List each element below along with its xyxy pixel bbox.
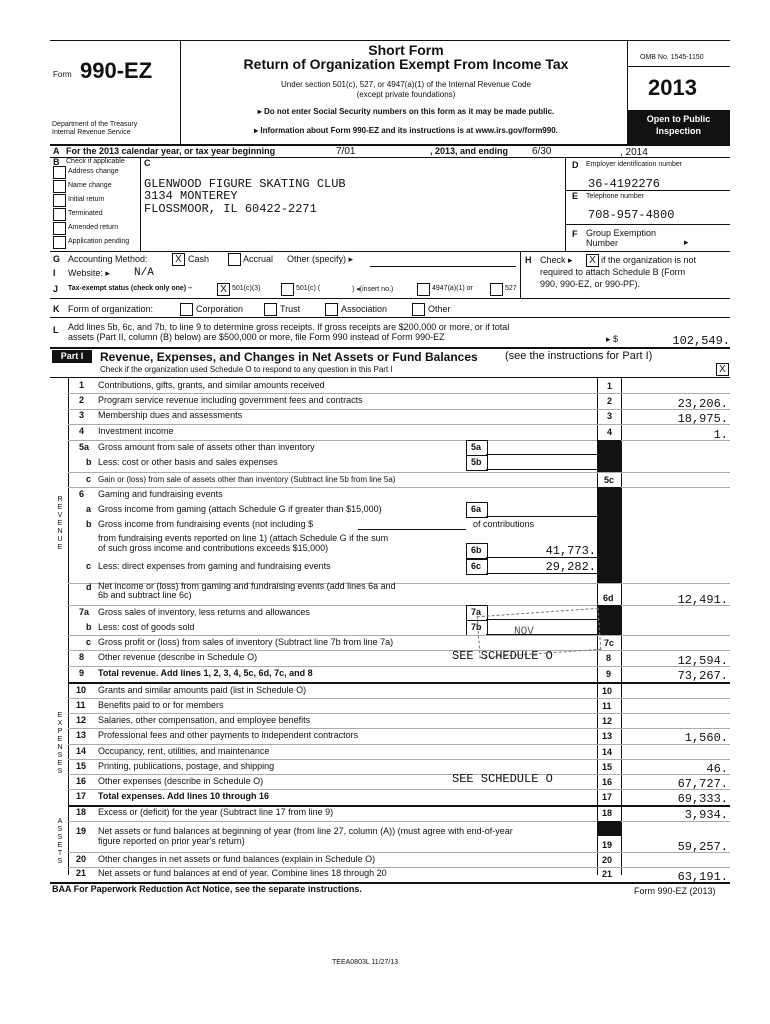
short-form-title: Short Form <box>368 42 444 58</box>
line-3-num: 3 <box>79 410 85 420</box>
g-cash-checkbox[interactable]: X <box>172 253 185 266</box>
shaded-block-19 <box>597 821 621 836</box>
line-3-amount: 18,975. <box>677 412 728 426</box>
line-4-amount: 1. <box>713 428 728 442</box>
part-check-text: Check if the organization used Schedule O to respond to any question in this Part I <box>100 365 393 374</box>
website-value: N/A <box>134 267 154 279</box>
b-application-pending-label: Application pending <box>68 238 130 245</box>
b-letter: B <box>53 157 60 167</box>
line-17-text: Total expenses. Add lines 10 through 16 <box>98 791 270 801</box>
line-19-num: 19 <box>76 826 87 836</box>
line-6-text: Gaming and fundraising events <box>98 489 223 499</box>
line-10-num: 10 <box>76 685 87 695</box>
l-gross-receipts-amount: 102,549. <box>672 334 730 348</box>
line-21-num: 21 <box>76 868 87 878</box>
b-application-pending-checkbox[interactable] <box>53 236 66 249</box>
row-rule <box>68 821 730 822</box>
k-corporation-checkbox[interactable] <box>180 303 193 316</box>
form-number: 990-EZ <box>80 58 153 83</box>
line-6c-box: 6c <box>471 561 482 571</box>
k-letter: K <box>53 304 60 314</box>
j-527-checkbox[interactable] <box>490 283 503 296</box>
a-text: For the 2013 calendar year, or tax year beginning <box>66 146 276 156</box>
line-2-text: Program service revenue including government fees and contracts <box>98 395 363 405</box>
line-8-text: Other revenue (describe in Schedule O) <box>98 652 258 662</box>
line-1-num: 1 <box>79 380 85 390</box>
a-letter: A <box>53 146 60 156</box>
row-rule <box>68 650 730 651</box>
f-label-2: Number <box>586 238 619 248</box>
g-accrual-checkbox[interactable] <box>228 253 241 266</box>
a-end-date: 6/30 <box>532 146 552 157</box>
line-5c-text: Gain or (loss) from sale of assets other than inventory (Subtract line 5b from line 5a) <box>98 475 396 484</box>
f-label-1: Group Exemption <box>586 228 657 238</box>
line-15-num: 15 <box>76 761 87 771</box>
b-amended-return-checkbox[interactable] <box>53 222 66 235</box>
ssn-note: ▸ Do not enter Social Security numbers on this form as it may be made public. <box>257 107 555 116</box>
line-17-box: 17 <box>602 792 613 802</box>
line-7c-text: Gross profit or (loss) from sales of inventory (Subtract line 7b from line 7a) <box>98 637 394 647</box>
line-9-num: 9 <box>79 668 85 678</box>
line-5b-entry <box>486 469 597 470</box>
line-19-box: 19 <box>602 840 613 850</box>
b-address-change-checkbox[interactable] <box>53 166 66 179</box>
line-17-num: 17 <box>76 791 87 801</box>
f-arrow-icon: ▸ <box>684 237 689 247</box>
line-13-text: Professional fees and other payments to independent contractors <box>98 730 359 740</box>
h-schedule-b-checkbox[interactable]: X <box>586 254 599 267</box>
line-10-text: Grants and similar amounts paid (list in Schedule O) <box>98 685 307 695</box>
line-14-box: 14 <box>602 747 613 757</box>
h-letter: H <box>525 255 532 265</box>
line-6d-num: d <box>86 582 92 592</box>
line-4-box: 4 <box>607 427 613 437</box>
b-c-divider <box>140 157 141 251</box>
part-title-note: (see the instructions for Part I) <box>505 350 653 362</box>
org-address-city: FLOSSMOOR, IL 60422-2271 <box>144 202 317 216</box>
part-title: Revenue, Expenses, and Changes in Net Assets or Fund Balances <box>100 350 478 364</box>
j-insert-no-label: ) ◂(insert no.) <box>352 286 394 293</box>
l-text-2: assets (Part II, column (B) below) are $500,000 or more, file Form 990 instead of Form 990-EZ <box>68 332 445 342</box>
line-6b-entry <box>486 557 597 558</box>
line-6b-amount: 41,773. <box>545 544 596 558</box>
k-other-label: Other <box>428 304 451 314</box>
e-letter: E <box>572 191 579 201</box>
line-6c-amount: 29,282. <box>545 560 596 574</box>
line-21-box: 21 <box>602 869 613 879</box>
line-2-box: 2 <box>607 396 613 406</box>
row-rule <box>68 666 730 667</box>
line-15-box: 15 <box>602 762 613 772</box>
side-label-expenses: EXPENSES <box>57 712 63 775</box>
line-7c-box: 7c <box>604 638 615 648</box>
form-reference: Form 990-EZ (2013) <box>634 886 716 896</box>
line-7c-num: c <box>86 637 92 647</box>
row-rule <box>68 852 730 853</box>
e-label: Telephone number <box>586 193 644 200</box>
line-6d-text: Net income or (loss) from gaming and fundraising events (add lines 6a and <box>98 581 396 591</box>
line-17-amount: 69,333. <box>677 792 728 806</box>
line-5a-text: Gross amount from sale of assets other than inventory <box>98 442 315 452</box>
j-501c3-checkbox[interactable]: X <box>217 283 230 296</box>
line-12-num: 12 <box>76 715 87 725</box>
line-11-num: 11 <box>76 700 86 710</box>
line-8-box: 8 <box>606 653 612 663</box>
line-20-box: 20 <box>602 855 613 865</box>
row-rule <box>68 487 730 488</box>
a-begin-date: 7/01 <box>336 146 356 157</box>
l-bottom-rule <box>50 347 730 349</box>
line-6b-num: b <box>86 519 92 529</box>
line-19-text-2: figure reported on prior year's return) <box>98 836 245 846</box>
line-8-amount: 12,594. <box>677 654 728 668</box>
ein-value: 36-4192276 <box>588 177 661 191</box>
h-text-3: 990, 990-EZ, or 990-PF). <box>540 279 641 289</box>
c-letter: C <box>144 158 151 168</box>
gij-bottom-rule <box>50 298 730 299</box>
line-9-box: 9 <box>606 669 612 679</box>
line-13-num: 13 <box>76 730 87 740</box>
b-terminated-checkbox[interactable] <box>53 208 66 221</box>
l-letter: L <box>53 325 59 335</box>
line-4-num: 4 <box>79 426 85 436</box>
g-letter: G <box>53 254 61 264</box>
stamp-text: NOV <box>514 626 534 638</box>
under-section: Under section 501(c), 527, or 4947(a)(1) of the Internal Revenue Code <box>281 80 531 89</box>
line-11-text: Benefits paid to or for members <box>98 700 224 710</box>
line-6b-text-b: of contributions <box>473 519 535 529</box>
line-9-amount: 73,267. <box>677 669 728 683</box>
except-private: (except private foundations) <box>356 90 456 99</box>
line-20-num: 20 <box>76 854 87 864</box>
line-18-text: Excess or (deficit) for the year (Subtract line 17 from line 9) <box>98 807 334 817</box>
side-label-assets: ASSETS <box>57 818 63 865</box>
line-3-box: 3 <box>607 411 613 421</box>
line-16-num: 16 <box>76 776 87 786</box>
i-label: Website: ▸ <box>68 268 110 278</box>
b-terminated-label: Terminated <box>68 210 103 217</box>
line-8-num: 8 <box>79 652 85 662</box>
shaded-block-5 <box>597 440 621 472</box>
g-cash-label: Cash <box>188 254 210 264</box>
line-15-text: Printing, publications, postage, and shipping <box>98 761 275 771</box>
line-7b-num: b <box>86 622 92 632</box>
line-6c-num: c <box>86 561 92 571</box>
part-header-rule <box>50 377 730 378</box>
line-1-box: 1 <box>607 381 613 391</box>
line-5b-num: b <box>86 457 92 467</box>
line-5c-box: 5c <box>604 475 615 485</box>
k-trust-checkbox[interactable] <box>264 303 277 316</box>
baa-notice: BAA For Paperwork Reduction Act Notice, see the separate instructions. <box>52 884 362 894</box>
line-6a-num: a <box>86 504 92 514</box>
a-mid-text: , 2013, and ending <box>430 146 509 156</box>
line-7a-text: Gross sales of inventory, less returns and allowances <box>98 607 310 617</box>
row-rule <box>68 393 730 394</box>
org-name: GLENWOOD FIGURE SKATING CLUB <box>144 177 346 191</box>
bcdef-bottom-rule <box>50 251 730 252</box>
line-16-amount: 67,727. <box>677 777 728 791</box>
b-title: Check if applicable <box>66 158 125 165</box>
g-other-input-line[interactable] <box>370 266 516 267</box>
line-13-amount: 1,560. <box>684 731 728 745</box>
line-13-box: 13 <box>602 731 613 741</box>
line-4-text: Investment income <box>98 426 174 436</box>
part-schedule-o-checkbox[interactable]: X <box>716 363 729 376</box>
header-top-rule <box>50 40 730 41</box>
b-amended-return-label: Amended return <box>68 224 119 231</box>
org-address-street: 3134 MONTEREY <box>144 189 238 203</box>
row-rule <box>68 759 730 760</box>
l-arrow: ▸ $ <box>606 334 619 344</box>
k-corporation-label: Corporation <box>196 304 244 314</box>
line-18-box: 18 <box>602 808 613 818</box>
b-initial-return-checkbox[interactable] <box>53 194 66 207</box>
c-d-divider <box>565 157 566 251</box>
j-501c-label: 501(c) ( <box>296 285 321 292</box>
e-rule <box>565 224 730 225</box>
line-6d-box: 6d <box>603 593 614 603</box>
row-rule <box>68 605 730 606</box>
line-16-text: Other expenses (describe in Schedule O) <box>98 776 264 786</box>
g-other-label: Other (specify) ▸ <box>287 254 354 264</box>
row-rule <box>68 713 730 714</box>
shaded-block-6 <box>597 487 621 583</box>
shaded-block-7 <box>597 605 621 635</box>
line-5a-num: 5a <box>79 442 90 452</box>
h-text-1: if the organization is not <box>601 255 697 265</box>
line-9-text: Total revenue. Add lines 1, 2, 3, 4, 5c, 6d, 7c, and 8 <box>98 668 313 678</box>
line-5b-text: Less: cost or other basis and sales expenses <box>98 457 278 467</box>
k-rule <box>50 317 730 318</box>
line-6b-text-3: of such gross income and contributions exceeds $15,000) <box>98 543 329 553</box>
line-6b-contrib-entry[interactable] <box>358 529 466 530</box>
k-association-checkbox[interactable] <box>325 303 338 316</box>
form-word: Form <box>53 70 72 79</box>
line-6b-text-2: from fundraising events reported on line 1) (attach Schedule G if the sum <box>98 533 389 543</box>
line-2-num: 2 <box>79 395 85 405</box>
line-6a-box: 6a <box>471 504 482 514</box>
line-21-amount: 63,191. <box>677 870 728 884</box>
line-num-column-rule <box>68 377 69 875</box>
j-501c-checkbox[interactable] <box>281 283 294 296</box>
j-527-label: 527 <box>505 285 517 292</box>
line-6b-text: Gross income from fundraising events (not including $ <box>98 519 314 529</box>
line-1-text: Contributions, gifts, grants, and similar amounts received <box>98 380 325 390</box>
line-18-amount: 3,934. <box>684 808 728 822</box>
line-5a-box: 5a <box>471 442 482 452</box>
row-rule <box>68 744 730 745</box>
line-10-box: 10 <box>602 686 613 696</box>
row-rule <box>68 440 730 441</box>
line-11-box: 11 <box>602 701 612 711</box>
line-6d-amount: 12,491. <box>677 593 728 607</box>
tax-year: 2013 <box>648 75 697 100</box>
line-19-amount: 59,257. <box>677 840 728 854</box>
f-letter: F <box>572 229 578 239</box>
open-to-public: Open to Public <box>646 114 711 124</box>
k-trust-label: Trust <box>280 304 301 314</box>
j-4947-label: 4947(a)(1) or <box>432 285 473 292</box>
side-label-revenue: REVENUE <box>57 496 63 551</box>
line-7a-num: 7a <box>79 607 90 617</box>
line-7b-box: 7b <box>471 622 482 632</box>
main-title: Return of Organization Exempt From Income Tax <box>243 56 569 72</box>
line-20-text: Other changes in net assets or fund balances (explain in Schedule O) <box>98 854 376 864</box>
k-label: Form of organization: <box>68 304 154 314</box>
g-accrual-label: Accrual <box>243 254 274 264</box>
d-rule <box>565 190 730 191</box>
line-2-amount: 23,206. <box>677 397 728 411</box>
omb-number: OMB No. 1545-1150 <box>640 54 704 61</box>
line-7a-box: 7a <box>471 607 482 617</box>
j-letter: J <box>53 284 59 294</box>
dept-treasury: Department of the Treasury <box>52 121 138 128</box>
l-text-1: Add lines 5b, 6c, and 7b, to line 9 to determine gross receipts. If gross receipts are $200,000 or more, or if total <box>68 322 510 332</box>
b-name-change-checkbox[interactable] <box>53 180 66 193</box>
line-19-text: Net assets or fund balances at beginning of year (from line 27, column (A)) (must agree with end-of-year <box>98 826 513 836</box>
line-7b-text: Less: cost of goods sold <box>98 622 195 632</box>
k-association-label: Association <box>341 304 388 314</box>
line-8-schedule-ref: SEE SCHEDULE O <box>452 649 553 663</box>
row-rule <box>68 698 730 699</box>
header-left-divider <box>180 40 181 144</box>
gij-h-divider <box>520 251 521 298</box>
line-12-box: 12 <box>602 716 613 726</box>
row-rule <box>68 635 730 636</box>
row-rule <box>68 472 730 473</box>
line-6-num: 6 <box>79 489 85 499</box>
j-501c3-label: 501(c)(3) <box>232 285 261 292</box>
d-letter: D <box>572 160 579 170</box>
irs-label: Internal Revenue Service <box>52 129 131 136</box>
line-6a-entry <box>486 516 597 517</box>
line-16-schedule-ref: SEE SCHEDULE O <box>452 772 553 786</box>
line-6c-text: Less: direct expenses from gaming and fundraising events <box>98 561 331 571</box>
phone-value: 708-957-4800 <box>588 208 675 222</box>
line-14-text: Occupancy, rent, utilities, and maintenance <box>98 746 270 756</box>
j-label: Tax-exempt status (check only one) – <box>68 285 192 292</box>
i-letter: I <box>53 268 56 278</box>
form-code: TEEA0803L 11/27/13 <box>332 959 399 966</box>
line-6d-text-2: 6b and subtract line 6c) <box>98 590 192 600</box>
h-text-2: required to attach Schedule B (Form <box>540 267 686 277</box>
k-other-checkbox[interactable] <box>412 303 425 316</box>
row-rule <box>68 424 730 425</box>
line-21-text: Net assets or fund balances at end of year. Combine lines 18 through 20 <box>98 868 387 878</box>
a-end-year: , 2014 <box>620 147 648 158</box>
a-rule <box>50 157 730 158</box>
line-14-num: 14 <box>76 746 87 756</box>
line-15-amount: 46. <box>706 762 728 776</box>
line-6b-box: 6b <box>471 545 482 555</box>
line-18-num: 18 <box>76 807 87 817</box>
part-badge: Part I <box>60 351 84 361</box>
revenue-bottom-rule <box>68 682 730 684</box>
b-address-change-label: Address change <box>68 168 119 175</box>
b-initial-return-label: Initial return <box>68 196 105 203</box>
inspection-label: Inspection <box>655 126 701 136</box>
j-4947-checkbox[interactable] <box>417 283 430 296</box>
h-check-word: Check ▸ <box>540 255 573 265</box>
row-rule <box>68 774 730 775</box>
omb-rule <box>627 66 730 67</box>
line-5c-num: c <box>86 474 92 484</box>
line-16-box: 16 <box>602 777 613 787</box>
row-rule <box>68 728 730 729</box>
line-6c-entry <box>486 573 597 574</box>
row-rule <box>68 789 730 790</box>
line-5b-box: 5b <box>471 457 482 467</box>
line-3-text: Membership dues and assessments <box>98 410 243 420</box>
line-5a-entry <box>486 454 597 455</box>
d-label: Employer identification number <box>586 161 683 168</box>
info-note: ▸ Information about Form 990-EZ and its instructions is at www.irs.gov/form990. <box>254 126 558 135</box>
line-6a-text: Gross income from gaming (attach Schedule G if greater than $15,000) <box>98 504 382 514</box>
line-12-text: Salaries, other compensation, and employee benefits <box>98 715 311 725</box>
b-name-change-label: Name change <box>68 182 112 189</box>
g-label: Accounting Method: <box>68 254 148 264</box>
